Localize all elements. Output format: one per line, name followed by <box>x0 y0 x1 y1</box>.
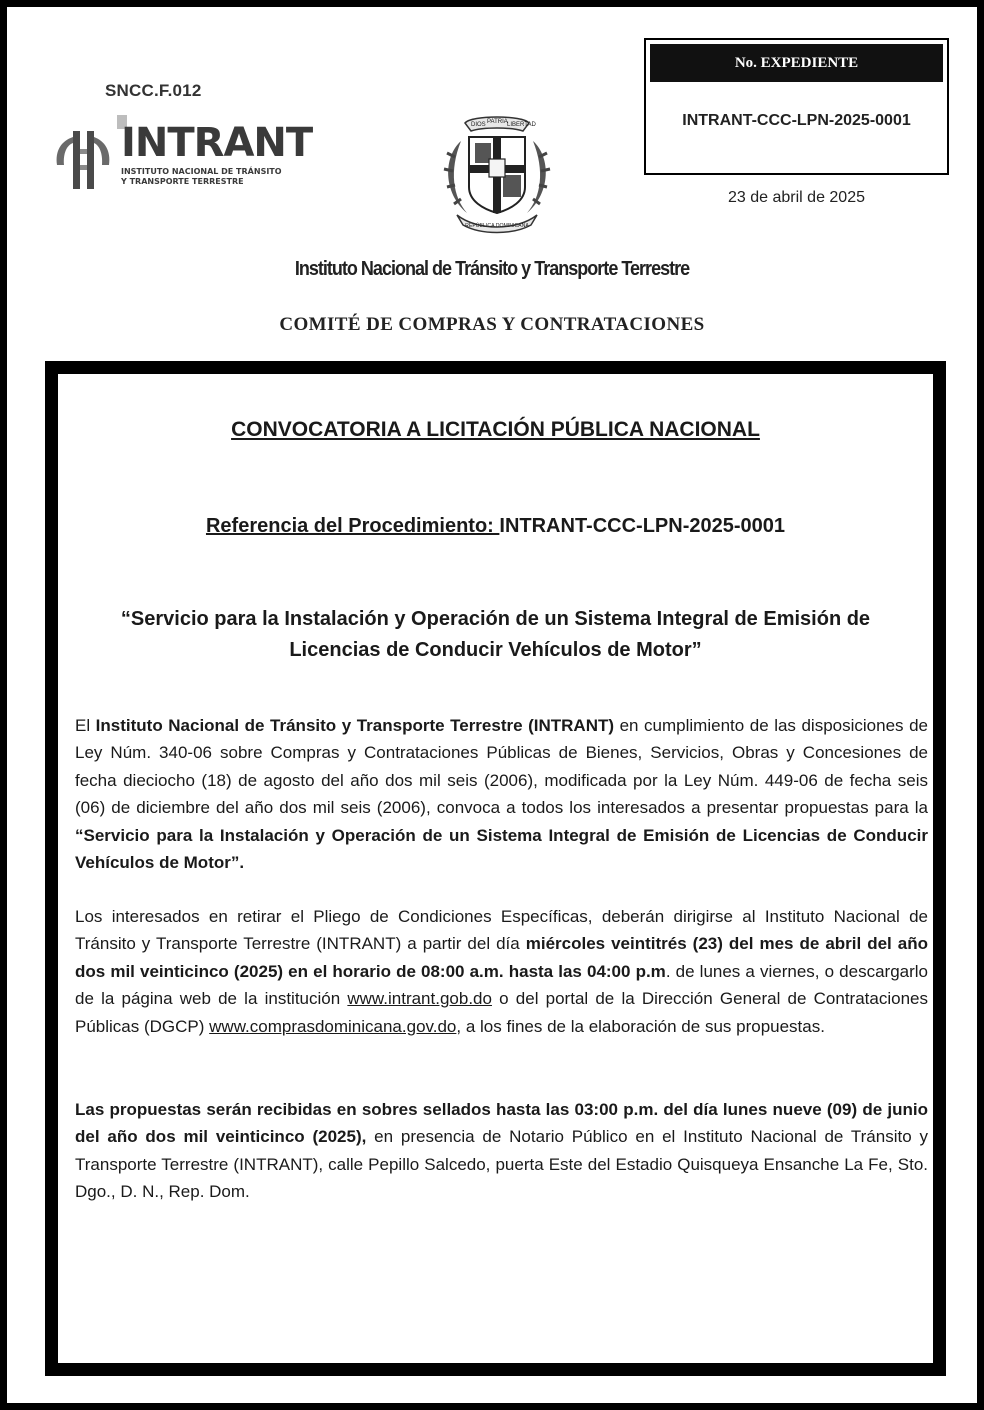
p2-bold-1: miércoles veintitrés (23) del mes de abril del año dos mil veinticinco (2025) en el horario de 08:00 a.m. hasta las 04:00 p.m <box>75 934 928 981</box>
coat-of-arms-icon <box>431 101 563 237</box>
intrant-website-link[interactable]: www.intrant.gob.do <box>347 989 492 1009</box>
logo-name: INTRANT <box>121 120 313 166</box>
procedure-reference-label: Referencia del Procedimiento: <box>205 515 500 537</box>
p1-text-1: El <box>75 716 96 735</box>
coat-motto-dios: DIOS <box>471 122 486 128</box>
institute-name: Instituto Nacional de Tránsito y Transporte Terrestre <box>294 258 690 280</box>
form-code: SNCC.F.012 <box>105 81 202 100</box>
notice-content <box>58 374 933 1363</box>
expediente-box <box>644 38 949 175</box>
coat-motto-patria: PATRIA <box>487 119 508 125</box>
paragraph-pliego <box>75 903 928 1040</box>
committee-name: COMITÉ DE COMPRAS Y CONTRATACIONES <box>279 314 705 335</box>
procedure-reference-value: INTRANT-CCC-LPN-2025-0001 <box>499 515 786 537</box>
p2-text-2: . de lunes a viernes, o descargarlo de la página web de la institución <box>75 961 928 1009</box>
p3-text-1: en presencia de Notario Público en el Instituto Nacional de Tránsito y Transporte Terrestre (INTRANT), calle Pepillo Salcedo, puerta Este del Estadio Quisqueya Ensanche La Fe, Sto. Dgo., D. N., Rep. Dom. <box>75 1127 928 1202</box>
p2-text-1: Los interesados en retirar el Pliego de Condiciones Específicas, deberán dirigirse al Instituto Nacional de Tránsito y Transporte Terrestre (INTRANT) a partir del día <box>75 907 928 954</box>
intrant-logo <box>53 115 313 195</box>
intrant-emblem-icon <box>53 119 115 191</box>
notice-title: CONVOCATORIA A LICITACIÓN PÚBLICA NACIONAL <box>231 418 760 441</box>
expediente-label: No. EXPEDIENTE <box>650 44 943 82</box>
paragraph-convocation <box>75 712 928 876</box>
expediente-value: INTRANT-CCC-LPN-2025-0001 <box>682 112 911 129</box>
notice-frame <box>45 361 946 1376</box>
document-date: 23 de abril de 2025 <box>728 189 865 206</box>
p2-text-3: o del portal de la Dirección General de Contrataciones Públicas (DGCP) <box>75 989 928 1036</box>
procedure-reference <box>58 515 933 538</box>
logo-subtitle <box>121 167 321 187</box>
coat-motto-libertad: LIBERTAD <box>507 122 536 128</box>
service-title: “Servicio para la Instalación y Operación de un Sistema Integral de Emisión de Licencias de Conducir Vehículos de Motor” <box>120 608 871 661</box>
dgcp-portal-link[interactable]: www.comprasdominicana.gov.do <box>209 1016 457 1036</box>
p2-text-4: , a los fines de la elaboración de sus propuestas. <box>456 1016 825 1036</box>
logo-subtitle-line2: Y TRANSPORTE TERRESTRE <box>121 177 244 186</box>
paragraph-proposals <box>75 1096 928 1206</box>
p1-text-2: en cumplimiento de las disposiciones de Ley Núm. 340-06 sobre Compras y Contrataciones Públicas de Bienes, Servicios, Obras y Concesiones de fecha dieciocho (18) de agosto del año dos mil seis (2006), modificada por la Ley Núm. 449-06 de fecha seis (06) de diciembre del año dos mil seis (2006), convoca a todos los interesados a presentar propuestas para la <box>75 716 928 818</box>
notice-frame-inner <box>58 374 933 1363</box>
logo-subtitle-line1: INSTITUTO NACIONAL DE TRÁNSITO <box>121 167 282 176</box>
coat-ribbon: REPÚBLICA DOMINICANA <box>465 223 529 229</box>
p1-bold-1: Instituto Nacional de Tránsito y Transporte Terrestre (INTRANT) <box>95 716 615 735</box>
p1-bold-2: “Servicio para la Instalación y Operación de un Sistema Integral de Emisión de Licencias de Conducir Vehículos de Motor”. <box>75 825 928 873</box>
p3-bold-1: Las propuestas serán recibidas en sobres sellados hasta las 03:00 p.m. del día lunes nueve (09) de junio del año dos mil veinticinco (2025), <box>75 1100 928 1147</box>
